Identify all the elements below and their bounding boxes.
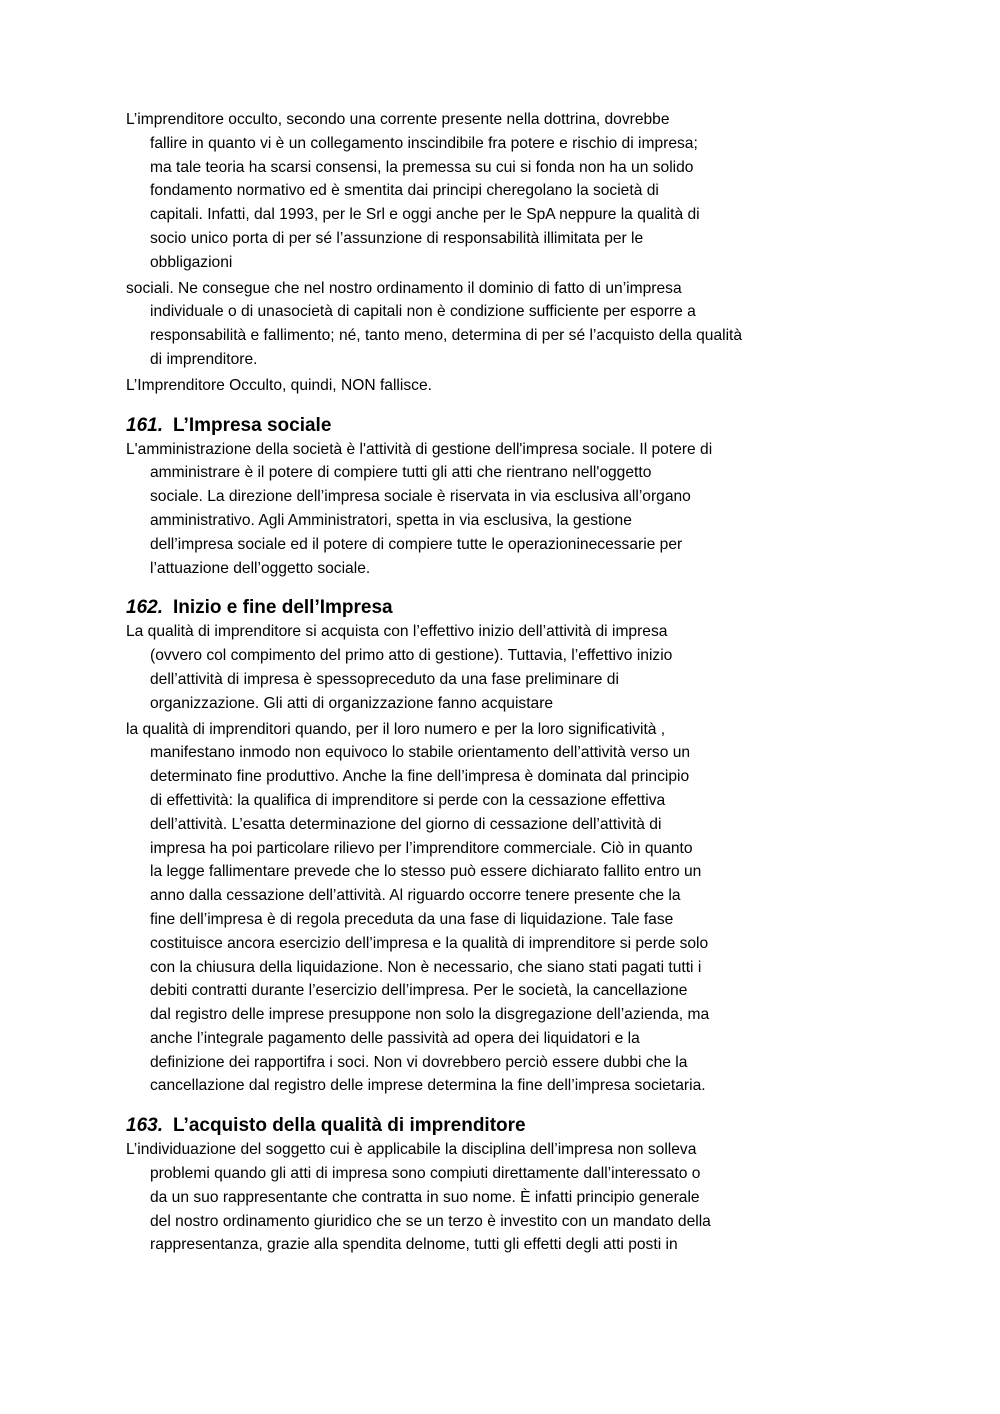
section-heading-163	[126, 1114, 846, 1138]
text-line: anno dalla cessazione dell’attività. Al riguardo occorre tenere presente che la	[150, 887, 681, 905]
intro-paragraph-2	[126, 277, 846, 372]
text-line: fallire in quanto vi è un collegamento inscindibile fra potere e rischio di impresa;	[150, 134, 698, 152]
text-line: L’Imprenditore Occulto, quindi, NON fallisce.	[126, 376, 432, 394]
text-line: definizione dei rapportifra i soci. Non vi dovrebbero perciò essere dubbi che la	[150, 1053, 688, 1071]
section-number: 162.	[126, 597, 163, 619]
text-line: da un suo rappresentante che contratta in suo nome. È infatti principio generale	[150, 1188, 700, 1206]
intro-paragraph-3	[126, 374, 846, 398]
text-line: anche l’integrale pagamento delle passività ad opera dei liquidatori e la	[150, 1029, 640, 1047]
section-162-paragraph-2	[126, 718, 846, 1099]
text-line: amministrativo. Agli Amministratori, spetta in via esclusiva, la gestione	[150, 511, 632, 529]
section-162-paragraph-1	[126, 620, 846, 715]
text-line: sociale. La direzione dell’impresa sociale è riservata in via esclusiva all’organo	[150, 488, 691, 506]
text-line: la qualità di imprenditori quando, per il loro numero e per la loro significatività ,	[126, 720, 666, 738]
text-line: del nostro ordinamento giuridico che se un terzo è investito con un mandato della	[150, 1212, 711, 1230]
text-line: amministrare è il potere di compiere tutti gli atti che rientrano nell'oggetto	[150, 464, 652, 482]
text-line: fondamento normativo ed è smentita dai principi cheregolano la società di	[150, 182, 659, 200]
text-line: obbligazioni	[150, 253, 233, 271]
text-line: dell’attività. L’esatta determinazione del giorno di cessazione dell’attività di	[150, 815, 662, 833]
section-title: Inizio e fine dell’Impresa	[172, 597, 393, 619]
section-heading-161	[126, 414, 846, 438]
text-line: L’individuazione del soggetto cui è applicabile la disciplina dell’impresa non solleva	[126, 1141, 697, 1159]
text-line: socio unico porta di per sé l’assunzione di responsabilità illimitata per le	[150, 229, 644, 247]
text-line: di effettività: la qualifica di imprenditore si perde con la cessazione effettiva	[150, 791, 666, 809]
section-number: 161.	[126, 414, 163, 436]
section-number: 163.	[126, 1115, 163, 1137]
intro-paragraph-1	[126, 108, 846, 275]
text-line: L'amministrazione della società è l'attività di gestione dell'impresa sociale. Il potere di	[126, 440, 713, 458]
text-line: l’attuazione dell’oggetto sociale.	[150, 559, 371, 577]
text-line: rappresentanza, grazie alla spendita delnome, tutti gli effetti degli atti posti in	[150, 1236, 678, 1254]
text-line: dal registro delle imprese presuppone non solo la disgregazione dell’azienda, ma	[150, 1006, 710, 1024]
text-line: costituisce ancora esercizio dell’impresa e la qualità di imprenditore si perde solo	[150, 934, 709, 952]
text-line: manifestano inmodo non equivoco lo stabile orientamento dell’attività verso un	[150, 744, 691, 762]
section-163-paragraph-1	[126, 1138, 846, 1257]
text-line: ma tale teoria ha scarsi consensi, la premessa su cui si fonda non ha un solido	[150, 158, 694, 176]
section-heading-162	[126, 596, 846, 620]
text-line: (ovvero col compimento del primo atto di gestione). Tuttavia, l’effettivo inizio	[150, 647, 673, 665]
section-title: L’Impresa sociale	[172, 414, 332, 436]
text-line: fine dell’impresa è di regola preceduta da una fase di liquidazione. Tale fase	[150, 910, 674, 928]
text-line: responsabilità e fallimento; né, tanto meno, determina di per sé l’acquisto della qualità	[150, 327, 743, 345]
section-161-paragraph-1	[126, 438, 846, 581]
text-line: organizzazione. Gli atti di organizzazione fanno acquistare	[150, 694, 554, 712]
text-line: impresa ha poi particolare rilievo per l’imprenditore commerciale. Ciò in quanto	[150, 839, 693, 857]
text-line: sociali. Ne consegue che nel nostro ordinamento il dominio di fatto di un’impresa	[126, 279, 682, 297]
text-line: dell’impresa sociale ed il potere di compiere tutte le operazioninecessarie per	[150, 535, 683, 553]
text-line: L’imprenditore occulto, secondo una corrente presente nella dottrina, dovrebbe	[126, 111, 670, 128]
text-line: determinato fine produttivo. Anche la fine dell’impresa è dominata dal principio	[150, 768, 690, 786]
text-line: individuale o di unasocietà di capitali non è condizione sufficiente per esporre a	[150, 303, 696, 321]
text-line: debiti contratti durante l’esercizio dell’impresa. Per le società, la cancellazione	[150, 982, 688, 1000]
text-line: La qualità di imprenditore si acquista con l’effettivo inizio dell’attività di impresa	[126, 623, 668, 641]
text-line: la legge fallimentare prevede che lo stesso può essere dichiarato fallito entro un	[150, 863, 702, 881]
text-line: problemi quando gli atti di impresa sono compiuti direttamente dall’interessato o	[150, 1165, 701, 1183]
section-title: L’acquisto della qualità di imprenditore	[172, 1115, 526, 1137]
text-line: dell’attività di impresa è spessopreceduto da una fase preliminare di	[150, 670, 619, 688]
text-line: di imprenditore.	[150, 350, 258, 368]
text-line: capitali. Infatti, dal 1993, per le Srl e oggi anche per le SpA neppure la qualità di	[150, 206, 700, 224]
text-line: con la chiusura della liquidazione. Non è necessario, che siano stati pagati tutti i	[150, 958, 702, 976]
document-body	[126, 108, 846, 1257]
text-line: cancellazione dal registro delle imprese determina la fine dell’impresa societaria.	[150, 1077, 706, 1095]
